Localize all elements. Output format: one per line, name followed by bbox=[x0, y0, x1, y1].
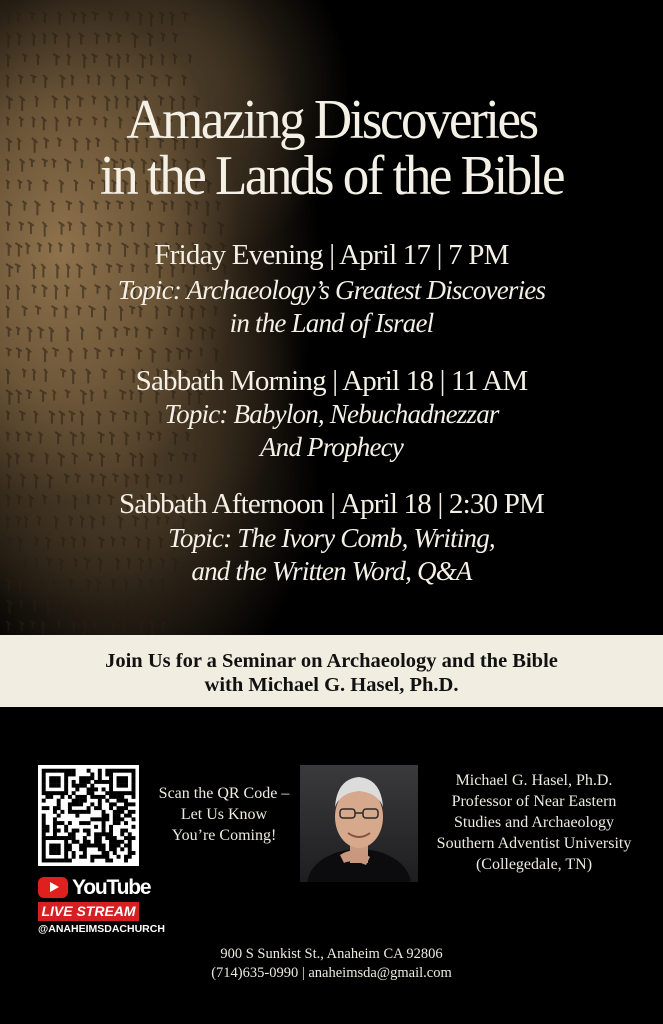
speaker-location: (Collegedale, TN) bbox=[475, 856, 593, 873]
qr-prompt-line-1: Scan the QR Code – bbox=[158, 785, 290, 802]
speaker-photo bbox=[300, 765, 418, 882]
session-2-topic: Topic: Babylon, Nebuchadnezzar bbox=[164, 399, 499, 429]
live-stream-badge bbox=[38, 902, 139, 921]
church-address: 900 S Sunkist St., Anaheim CA 92806 bbox=[220, 946, 443, 962]
church-contact[interactable]: (714)635-0990 | anaheimsda@gmail.com bbox=[211, 965, 452, 981]
speaker-title-2: Studies and Archaeology bbox=[454, 814, 614, 831]
youtube-logo[interactable] bbox=[38, 875, 158, 899]
live-stream-text: LIVE STREAM bbox=[41, 903, 136, 919]
session-3-topic-cont: and the Written Word, Q&A bbox=[191, 556, 472, 586]
session-1-topic: Topic: Archaeology’s Greatest Discoveries bbox=[117, 275, 546, 305]
session-1-topic-cont: in the Land of Israel bbox=[229, 308, 434, 338]
session-2-topic-cont: And Prophecy bbox=[259, 432, 404, 462]
qr-code-icon[interactable] bbox=[38, 765, 139, 866]
youtube-handle[interactable]: @ANAHEIMSDACHURCH bbox=[38, 923, 165, 935]
seminar-banner bbox=[0, 635, 663, 707]
youtube-brand-text: YouTube bbox=[72, 876, 151, 899]
session-1-heading: Friday Evening | April 17 | 7 PM bbox=[154, 239, 509, 271]
session-3-topic: Topic: The Ivory Comb, Writing, bbox=[168, 523, 495, 553]
speaker-title-1: Professor of Near Eastern bbox=[451, 793, 617, 810]
banner-line-1: Join Us for a Seminar on Archaeology and the Bible bbox=[105, 650, 558, 672]
session-2-heading: Sabbath Morning | April 18 | 11 AM bbox=[135, 365, 528, 397]
qr-prompt-line-2: Let Us Know bbox=[180, 806, 268, 823]
banner-line-2: with Michael G. Hasel, Ph.D. bbox=[204, 674, 459, 696]
qr-prompt-line-3: You’re Coming! bbox=[171, 827, 277, 844]
poster-title-line-1: Amazing Discoveries bbox=[126, 89, 537, 151]
youtube-play-icon bbox=[38, 877, 68, 898]
session-3-heading: Sabbath Afternoon | April 18 | 2:30 PM bbox=[118, 488, 545, 520]
speaker-name: Michael G. Hasel, Ph.D. bbox=[455, 772, 613, 789]
poster-title-line-2: in the Lands of the Bible bbox=[100, 145, 563, 207]
speaker-university: Southern Adventist University bbox=[436, 835, 632, 852]
